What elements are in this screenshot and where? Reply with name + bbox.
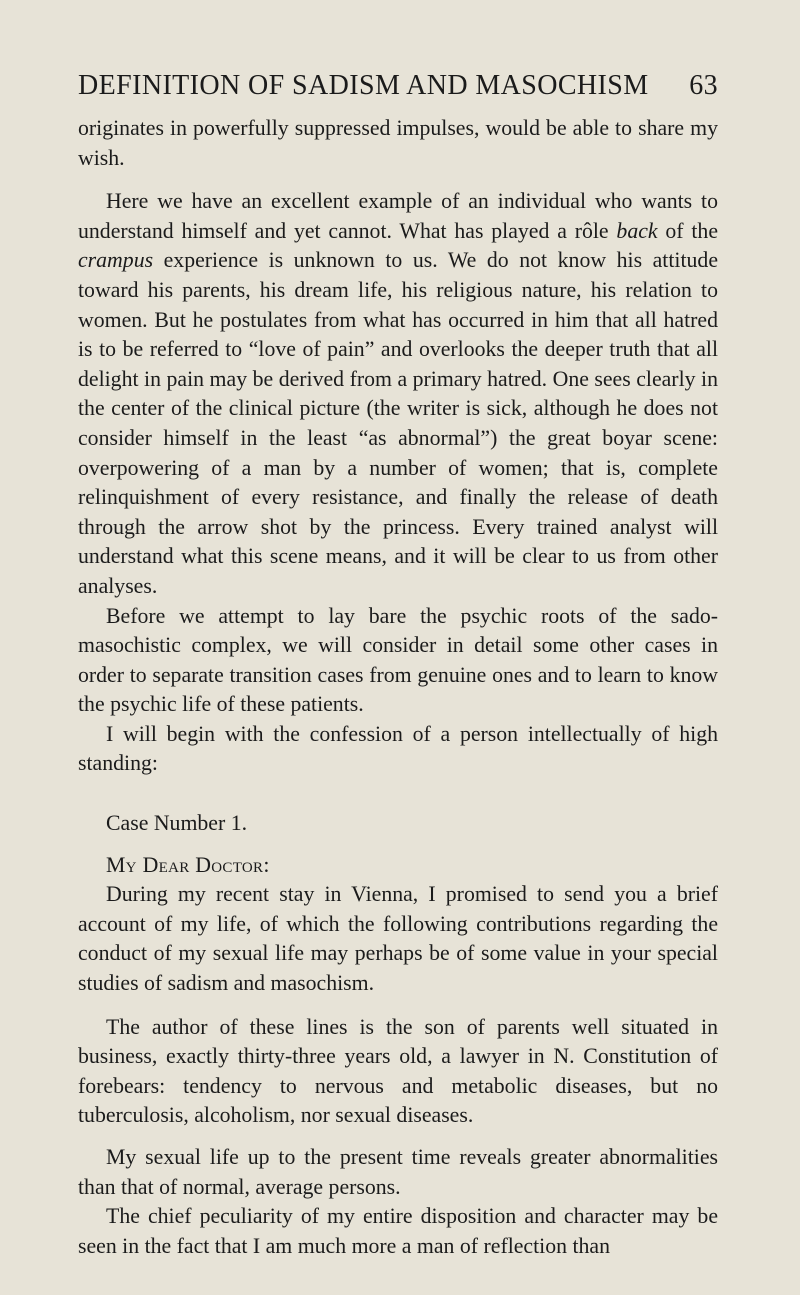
chapter-title: DEFINITION OF SADISM AND MASOCHISM (78, 70, 649, 101)
paragraph-confession-intro: I will begin with the confession of a person intellectually of high standing: (78, 721, 718, 776)
paragraph-before-we-attempt: Before we attempt to lay bare the psychic roots of the sado-masochistic complex, we will consider in detail some other cases in order to separate transition cases from genuine ones and to learn to know the psychic life of these patients. (78, 603, 718, 717)
letter-salutation: My Dear Doctor: (106, 852, 270, 877)
case-heading: Case Number 1. (106, 811, 248, 836)
paragraph-continued: originates in powerfully suppressed impulses, would be able to share my wish. (78, 116, 718, 170)
page-number: 63 (689, 70, 718, 101)
running-header (78, 70, 718, 102)
book-page (78, 70, 718, 1261)
paragraph-analysis (78, 187, 718, 601)
italic-word-back: back (616, 218, 658, 243)
paragraph-author-description: The author of these lines is the son of parents well situated in business, exactly thirty-three years old, a lawyer in N. Constitution of forebears: tendency to nervous and metabolic diseases, but no tuberculosis, alcoholism, nor sexual diseases. (78, 1014, 718, 1128)
paragraph-letter-opening: During my recent stay in Vienna, I promised to send you a brief account of my life, of which the following contributions regarding the conduct of my sexual life may perhaps be of some value in your special studies of sadism and masochism. (78, 882, 718, 996)
italic-word-crampus: crampus (78, 248, 154, 273)
paragraph-text: of the (657, 218, 719, 243)
paragraph-text: Here we have an excellent example of an individual who wants to understand himself and yet cannot. What has played a rôle (78, 189, 718, 243)
paragraph-text: experience is unknown to us. We do not know his attitude toward his parents, his dream life, his religious nature, his relation to women. But he postulates from what has occurred in him that all hatred is to be referred to “love of pain” and overlooks the deeper truth that all delight in pain may be derived from a primary hatred. One sees clearly in the center of the clinical picture (the writer is sick, although he does not consider himself in the least “as abnormal”) the great boyar scene: overpowering of a man by a number of women; that is, complete relinquishment of every resistance, and finally the release of death through the arrow shot by the princess. Every trained analyst will understand what this scene means, and it will be clear to us from other analyses. (78, 248, 718, 598)
paragraph-sexual-life: My sexual life up to the present time reveals greater abnormalities than that of normal, average persons. (78, 1145, 718, 1199)
paragraph-chief-peculiarity: The chief peculiarity of my entire disposition and character may be seen in the fact that I am much more a man of reflection than (78, 1204, 718, 1258)
